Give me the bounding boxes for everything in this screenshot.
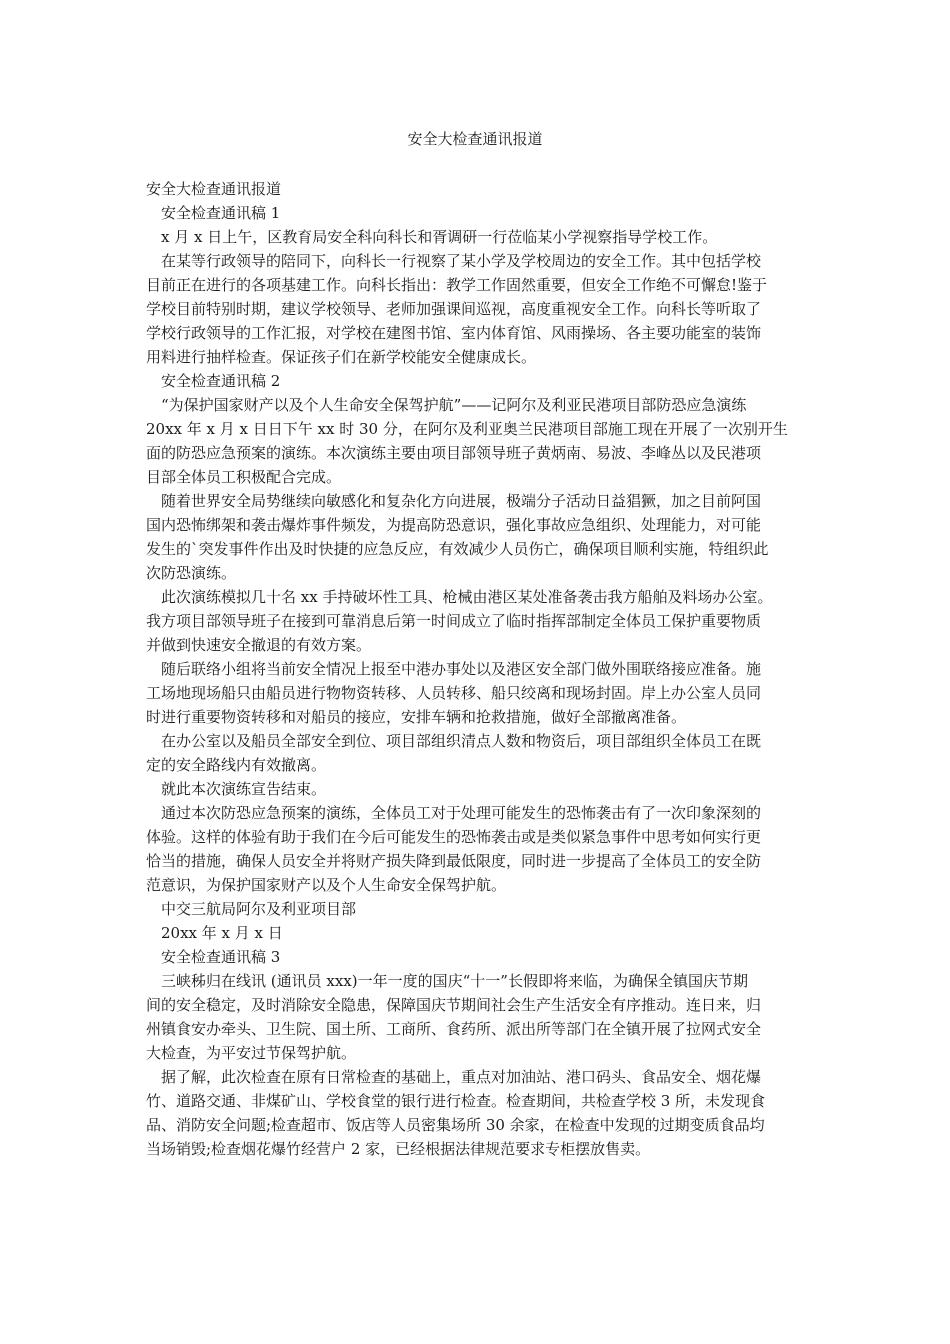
text-line: x 月 x 日上午，区教育局安全科向科长和胥调研一行莅临某小学视察指导学校工作。 <box>146 228 718 246</box>
text-line: 在某等行政领导的陪同下，向科长一行视察了某小学及学校周边的安全工作。其中包括学校 <box>146 252 762 270</box>
text-line: 工场地现场船只由船员进行物物资转移、人员转移、船只绞离和现场封固。岸上办公室人员同 <box>146 684 762 702</box>
text-line: 随后联络小组将当前安全情况上报至中港办事处以及港区安全部门做外围联络接应准备。施 <box>146 660 762 678</box>
text-line: 当场销毁;检查烟花爆竹经营户 2 家，已经根据法律规范要求专柜摆放售卖。 <box>146 1140 651 1158</box>
text-line: 在办公室以及船员全部安全到位、项目部组织清点人数和物资后，项目部组织全体员工在既 <box>146 732 762 750</box>
text-line: 就此本次演练宣告结束。 <box>146 780 327 798</box>
text-line: 20xx 年 x 月 x 日日下午 xx 时 30 分，在阿尔及利亚奥兰民港项目部施工现在开展了一次别开生 <box>146 420 788 438</box>
text-line: 恰当的措施，确保人员安全并将财产损失降到最低限度，同时进一步提高了全体员工的安全防 <box>146 852 762 870</box>
document-title: 安全大检查通讯报道 <box>407 130 543 148</box>
section-heading-3: 安全检查通讯稿 3 <box>146 948 281 966</box>
text-line: 学校行政领导的工作汇报，对学校在建图书馆、室内体育馆、风雨操场、各主要功能室的装饰 <box>146 324 762 342</box>
section-heading-2: 安全检查通讯稿 2 <box>146 372 281 390</box>
text-line: 定的安全路线内有效撤离。 <box>146 756 327 774</box>
text-line: 范意识，为保护国家财产以及个人生命安全保驾护航。 <box>146 876 507 894</box>
signature-date: 20xx 年 x 月 x 日 <box>146 924 283 942</box>
text-line: 品、消防安全问题;检查超市、饭店等人员密集场所 30 余家，在检查中发现的过期变质食品均 <box>146 1116 765 1134</box>
text-line: 此次演练模拟几十名 xx 手持破坏性工具、枪械由港区某处准备袭击我方船舶及料场办公室。 <box>146 588 773 606</box>
text-line: 用料进行抽样检查。保证孩子们在新学校能安全健康成长。 <box>146 348 537 366</box>
text-line: 国内恐怖绑架和袭击爆炸事件频发，为提高防恐意识，强化事故应急组织、处理能力，对可能 <box>146 516 762 534</box>
document-body <box>146 177 806 1161</box>
text-line: 我方项目部领导班子在接到可靠消息后第一时间成立了临时指挥部制定全体员工保护重要物质 <box>146 612 762 630</box>
signature-org: 中交三航局阿尔及利亚项目部 <box>146 900 357 918</box>
text-line: “为保护国家财产以及个人生命安全保驾护航”——记阿尔及利亚民港项目部防恐应急演练 <box>146 396 747 414</box>
text-line: 发生的`突发事件作出及时快捷的应急反应，有效减少人员伤亡，确保项目顺利实施，特组织此 <box>146 540 769 558</box>
text-line: 大检查，为平安过节保驾护航。 <box>146 1044 357 1062</box>
text-line: 时进行重要物资转移和对船员的接应，安排车辆和抢救措施，做好全部撤离准备。 <box>146 708 687 726</box>
text-line: 三峡秭归在线讯 (通讯员 xxx)一年一度的国庆“十一”长假即将来临，为确保全镇国庆节期 <box>146 972 748 990</box>
text-line: 体验。这样的体验有助于我们在今后可能发生的恐怖袭击或是类似紧急事件中思考如何实行更 <box>146 828 762 846</box>
text-line: 通过本次防恐应急预案的演练，全体员工对于处理可能发生的恐怖袭击有了一次印象深刻的 <box>146 804 762 822</box>
text-line: 并做到快速安全撤退的有效方案。 <box>146 636 372 654</box>
text-line: 学校目前特别时期，建议学校领导、老师加强课间巡视，高度重视安全工作。向科长等听取了 <box>146 300 762 318</box>
body-heading: 安全大检查通讯报道 <box>146 180 282 198</box>
section-heading-1: 安全检查通讯稿 1 <box>146 204 281 222</box>
text-line: 次防恐演练。 <box>146 564 237 582</box>
text-line: 间的安全稳定，及时消除安全隐患，保障国庆节期间社会生产生活安全有序推动。连日来，归 <box>146 996 762 1014</box>
text-line: 目部全体员工积极配合完成。 <box>146 468 342 486</box>
text-line: 竹、道路交通、非煤矿山、学校食堂的银行进行检查。检查期间，共检查学校 3 所，未发现食 <box>146 1092 766 1110</box>
text-line: 据了解，此次检查在原有日常检查的基础上，重点对加油站、港口码头、食品安全、烟花爆 <box>146 1068 762 1086</box>
text-line: 州镇食安办牵头、卫生院、国土所、工商所、食药所、派出所等部门在全镇开展了拉网式安全 <box>146 1020 762 1038</box>
text-line: 面的防恐应急预案的演练。本次演练主要由项目部领导班子黄炳南、易波、李峰丛以及民港项 <box>146 444 762 462</box>
text-line: 目前正在进行的各项基建工作。向科长指出：教学工作固然重要，但安全工作绝不可懈怠!鉴于 <box>146 276 768 294</box>
text-line: 随着世界安全局势继续向敏感化和复杂化方向进展，极端分子活动日益猖獗，加之目前阿国 <box>146 492 762 510</box>
